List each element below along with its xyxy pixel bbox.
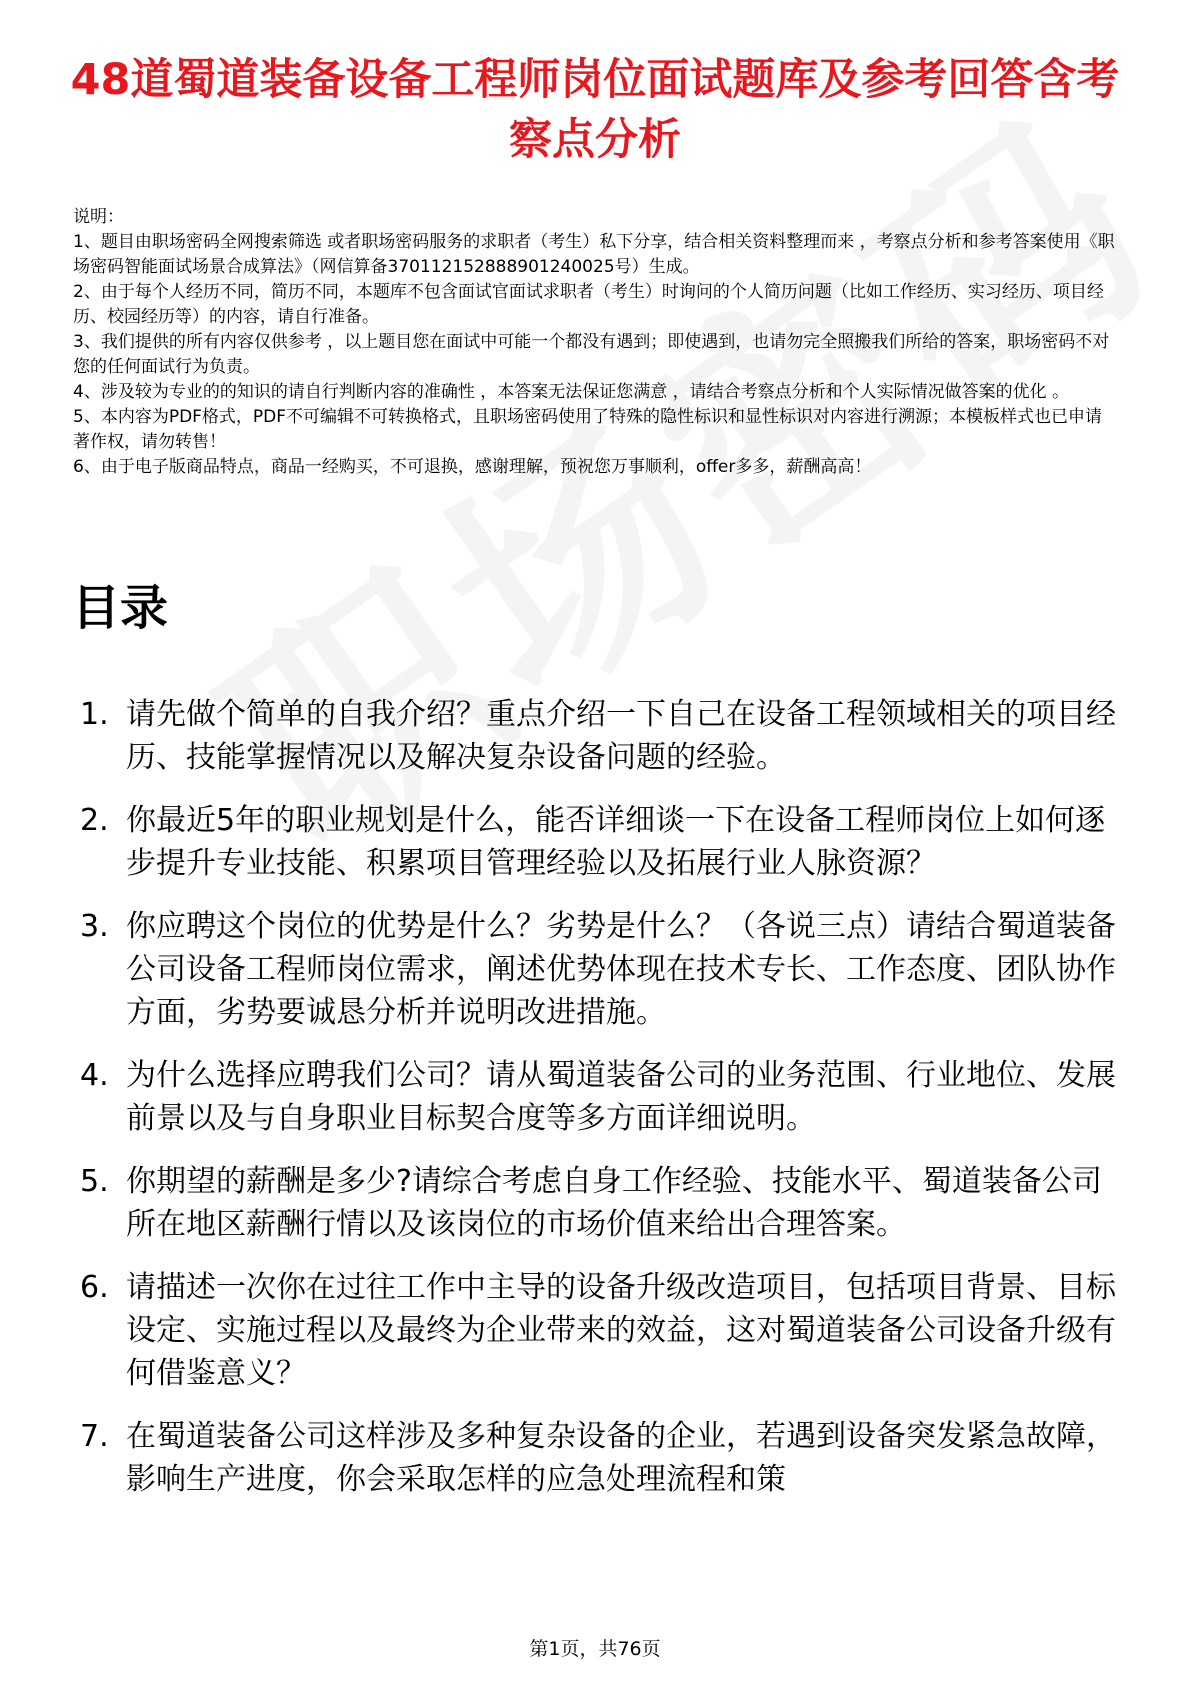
note-item: 1、题目由职场密码全网搜索筛选 或者职场密码服务的求职者（考生）私下分享，结合相关资料整理而来 ，考察点分析和参考答案使用《职场密码智能面试场景合成算法》（网信算备370112152888901240025号）生成。 <box>73 232 1115 277</box>
toc-list <box>80 693 1130 1521</box>
document-title: 48道蜀道装备设备工程师岗位面试题库及参考回答含考察点分析 <box>70 55 1120 165</box>
toc-item-text: 请描述一次你在过往工作中主导的设备升级改造项目，包括项目背景、目标设定、实施过程以及最终为企业带来的效益，这对蜀道装备公司设备升级有何借鉴意义？ <box>126 1270 1116 1391</box>
toc-item[interactable] <box>80 693 1130 779</box>
notes-section <box>73 205 1118 480</box>
note-item: 2、由于每个人经历不同，简历不同，本题库不包含面试官面试求职者（考生）时询问的个人简历问题（比如工作经历、实习经历、项目经历、校园经历等）的内容，请自行准备。 <box>73 282 1104 327</box>
toc-item-text: 在蜀道装备公司这样涉及多种复杂设备的企业，若遇到设备突发紧急故障，影响生产进度，你会采取怎样的应急处理流程和策 <box>126 1419 1116 1497</box>
notes-heading: 说明： <box>73 207 124 227</box>
toc-item-number: 4. <box>80 1058 109 1093</box>
toc-heading: 目录 <box>72 580 169 636</box>
toc-item-number: 3. <box>80 909 109 944</box>
toc-item[interactable] <box>80 1054 1130 1140</box>
note-item: 6、由于电子版商品特点，商品一经购买，不可退换，感谢理解，预祝您万事顺利，offer多多，薪酬高高！ <box>73 457 872 477</box>
toc-item-number: 6. <box>80 1270 109 1305</box>
toc-item[interactable] <box>80 1266 1130 1395</box>
toc-item-text: 为什么选择应聘我们公司？请从蜀道装备公司的业务范围、行业地位、发展前景以及与自身职业目标契合度等多方面详细说明。 <box>126 1058 1116 1136</box>
toc-item-text: 请先做个简单的自我介绍？重点介绍一下自己在设备工程领域相关的项目经历、技能掌握情况以及解决复杂设备问题的经验。 <box>126 697 1116 775</box>
note-item: 5、本内容为PDF格式，PDF不可编辑不可转换格式，且职场密码使用了特殊的隐性标识和显性标识对内容进行溯源；本模板样式也已申请著作权，请勿转售！ <box>73 407 1103 452</box>
toc-item-text: 你最近5年的职业规划是什么，能否详细谈一下在设备工程师岗位上如何逐步提升专业技能、积累项目管理经验以及拓展行业人脉资源？ <box>126 803 1106 881</box>
toc-item-number: 2. <box>80 803 109 838</box>
note-item: 3、我们提供的所有内容仅供参考 ，以上题目您在面试中可能一个都没有遇到；即使遇到，也请勿完全照搬我们所给的答案，职场密码不对您的任何面试行为负责。 <box>73 332 1110 377</box>
toc-item[interactable] <box>80 905 1130 1034</box>
toc-item-number: 1. <box>80 697 109 732</box>
toc-item-text: 你期望的薪酬是多少?请综合考虑自身工作经验、技能水平、蜀道装备公司所在地区薪酬行情以及该岗位的市场价值来给出合理答案。 <box>126 1164 1102 1242</box>
toc-item[interactable] <box>80 1160 1130 1246</box>
toc-item-number: 5. <box>80 1164 109 1199</box>
toc-item-text: 你应聘这个岗位的优势是什么？劣势是什么？（各说三点）请结合蜀道装备公司设备工程师岗位需求，阐述优势体现在技术专长、工作态度、团队协作方面，劣势要诚恳分析并说明改进措施。 <box>126 909 1116 1030</box>
toc-item-number: 7. <box>80 1419 109 1454</box>
toc-item[interactable] <box>80 799 1130 885</box>
note-item: 4、涉及较为专业的的知识的请自行判断内容的准确性 ，本答案无法保证您满意 ，请结合考察点分析和个人实际情况做答案的优化 。 <box>73 382 1070 402</box>
page-footer: 第1页，共76页 <box>529 1638 661 1660</box>
toc-item[interactable] <box>80 1415 1130 1501</box>
